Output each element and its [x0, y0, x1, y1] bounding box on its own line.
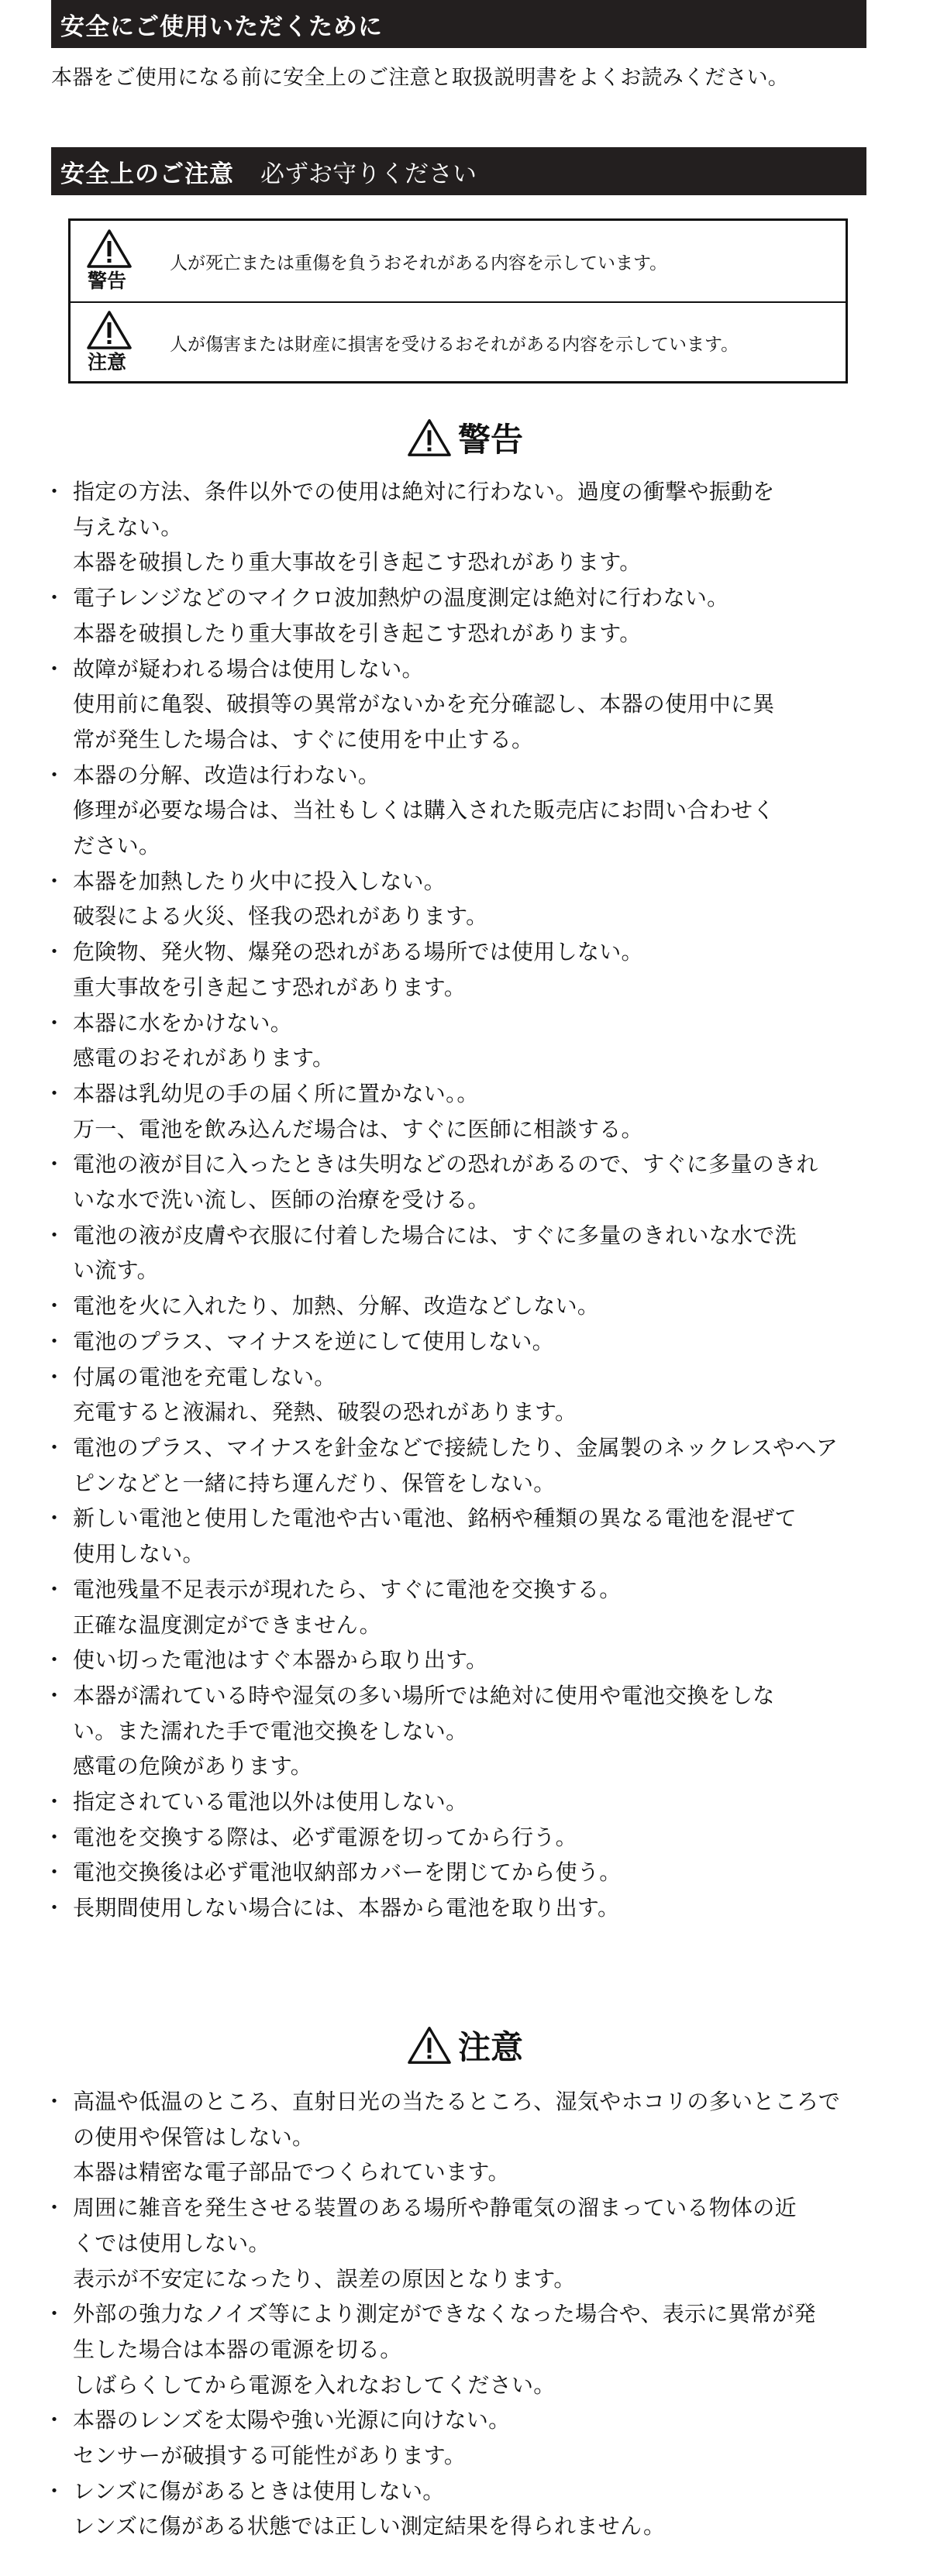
item-line: ・ 電池残量不足表示が現れたら、すぐに電池を交換する。 — [73, 1576, 622, 1602]
item-line: ピンなどと一緒に持ち運んだり、保管をしない。 — [73, 1470, 556, 1496]
item-line: 生した場合は本器の電源を切る。 — [73, 2336, 402, 2362]
list-item — [0, 1501, 798, 1571]
item-line: ・ 電子レンジなどのマイクロ波加熱炉の温度測定は絶対に行わない。 — [73, 585, 729, 611]
item-line: ・ 故障が疑われる場合は使用しない。 — [73, 655, 424, 682]
definition-label: 警告 — [88, 270, 127, 292]
item-line: ・ 外部の強力なノイズ等により測定ができなくなった場合や、表示に異常が発 — [73, 2301, 816, 2327]
item-line: 使用前に亀裂、破損等の異常がないかを充分確認し、本器の使用中に異 — [73, 691, 775, 717]
item-line: い。また濡れた手で電池交換をしない。 — [73, 1718, 468, 1744]
list-item — [0, 1360, 798, 1430]
item-line: ・ 電池を火に入れたり、加熱、分解、改造などしない。 — [73, 1293, 600, 1319]
list-item — [0, 1678, 798, 1784]
caution-heading — [0, 2022, 930, 2069]
item-line: ・ 長期間使用しない場合には、本器から電池を取り出す。 — [73, 1895, 620, 1921]
item-line: 与えない。 — [73, 514, 183, 540]
list-item — [0, 758, 798, 864]
definition-label: 注意 — [88, 351, 127, 373]
warning-heading-label: 警告 — [457, 421, 523, 459]
list-item — [0, 2296, 816, 2402]
item-line: い流す。 — [73, 1257, 159, 1284]
item-line: ・ 電池の液が皮膚や衣服に付着した場合には、すぐに多量のきれいな水で洗 — [73, 1222, 797, 1248]
list-item — [0, 1324, 798, 1360]
item-line: ・ レンズに傷があるときは使用しない。 — [73, 2478, 445, 2504]
item-line: くでは使用しない。 — [73, 2230, 270, 2256]
item-line: ・ 本器の分解、改造は行わない。 — [73, 762, 381, 788]
item-line: しばらくしてから電源を入れなおしてください。 — [73, 2371, 556, 2398]
item-line: 感電の危険があります。 — [73, 1753, 313, 1780]
item-line: 充電すると液漏れ、発熱、破裂の恐れがあります。 — [73, 1399, 577, 1426]
item-line: 正確な温度測定ができません。 — [73, 1611, 381, 1638]
item-line: 表示が不安定になったり、誤差の原因となります。 — [73, 2265, 576, 2292]
warning-heading — [0, 414, 930, 461]
item-line: ・ 本器は乳幼児の手の届く所に置かない。。 — [73, 1080, 479, 1106]
item-line: ・ 危険物、発火物、爆発の恐れがある場所では使用しない。 — [73, 939, 643, 965]
item-line: ・ 本器のレンズを太陽や強い光源に向けない。 — [73, 2407, 511, 2433]
item-line: 使用しない。 — [73, 1541, 205, 1567]
safety-title-bar — [51, 147, 866, 195]
item-line: ・ 本器に水をかけない。 — [73, 1009, 293, 1036]
safety-title: 安全上のご注意 — [60, 160, 234, 188]
list-item — [0, 1572, 798, 1642]
list-item — [0, 1430, 839, 1501]
caution-list — [0, 2084, 841, 2544]
item-line: 本器は精密な電子部品でつくられています。 — [73, 2159, 510, 2186]
list-item — [0, 1006, 798, 1076]
list-item — [0, 2190, 798, 2296]
caution-heading-label: 注意 — [457, 2028, 523, 2066]
definition-row-caution — [71, 302, 846, 383]
list-item — [0, 2084, 841, 2190]
warning-triangle-icon — [407, 2025, 452, 2065]
warning-triangle-icon — [86, 229, 133, 269]
list-item — [0, 2402, 798, 2473]
item-line: 常が発生した場合は、すぐに使用を中止する。 — [73, 726, 534, 752]
section-title: 安全にご使用いただくために — [60, 12, 383, 41]
item-line: の使用や保管はしない。 — [73, 2124, 315, 2150]
item-line: ・ 電池のプラス、マイナスを針金などで接続したり、金属製のネックレスやヘア — [73, 1434, 839, 1460]
list-item — [0, 1820, 798, 1855]
list-item — [0, 652, 798, 758]
item-line: レンズに傷がある状態では正しい測定結果を得られません。 — [73, 2513, 666, 2540]
item-line: ・ 指定されている電池以外は使用しない。 — [73, 1789, 468, 1815]
item-line: ・ 電池のプラス、マイナスを逆にして使用しない。 — [73, 1328, 554, 1354]
item-line: ・ 電池を交換する際は、必ず電源を切ってから行う。 — [73, 1824, 577, 1850]
item-line: ・ 本器が濡れている時や湿気の多い場所では絶対に使用や電池交換をしな — [73, 1682, 775, 1708]
list-item — [0, 1288, 798, 1324]
list-item — [0, 864, 798, 934]
list-item — [0, 1855, 798, 1890]
item-line: ・ 新しい電池と使用した電池や古い電池、銘柄や種類の異なる電池を混ぜて — [73, 1505, 797, 1532]
list-item — [0, 474, 798, 580]
list-item — [0, 2474, 798, 2544]
list-item — [0, 1218, 798, 1288]
safety-subtitle: 必ずお守りください — [260, 160, 477, 188]
item-line: ・ 指定の方法、条件以外での使用は絶対に行わない。過度の衝撃や振動を — [73, 479, 775, 504]
item-line: 本器を破損したり重大事故を引き起こす恐れがあります。 — [73, 549, 642, 576]
list-item — [0, 1147, 818, 1217]
section-title-bar — [51, 0, 866, 48]
warning-list — [0, 474, 839, 1926]
definition-box — [68, 218, 848, 383]
list-item — [0, 1076, 798, 1147]
item-line: 感電のおそれがあります。 — [73, 1045, 335, 1071]
item-line: 本器を破損したり重大事故を引き起こす恐れがあります。 — [73, 620, 642, 646]
item-line: 修理が必要な場合は、当社もしくは購入された販売店にお問い合わせく — [73, 797, 775, 824]
list-item — [0, 1784, 798, 1820]
list-item — [0, 580, 798, 651]
definition-row-warning — [71, 221, 846, 303]
warning-triangle-icon — [407, 418, 452, 458]
warning-triangle-icon — [86, 310, 133, 350]
definition-text: 人が傷害または財産に損害を受けるおそれがある内容を示しています。 — [170, 335, 739, 355]
item-line: センサーが破損する可能性があります。 — [73, 2443, 467, 2469]
definition-text: 人が死亡または重傷を負うおそれがある内容を示しています。 — [170, 253, 668, 273]
item-line: ・ 使い切った電池はすぐ本器から取り出す。 — [73, 1647, 488, 1673]
item-line: 破裂による火災、怪我の恐れがあります。 — [73, 903, 488, 930]
list-item — [0, 1890, 798, 1926]
intro-text: 本器をご使用になる前に安全上のご注意と取扱説明書をよくお読みください。 — [51, 66, 789, 90]
item-line: 重大事故を引き起こす恐れがあります。 — [73, 974, 467, 1000]
item-line: ・ 周囲に雑音を発生させる装置のある場所や静電気の溜まっている物体の近 — [73, 2195, 797, 2221]
list-item — [0, 934, 798, 1005]
item-line: ・ 本器を加熱したり火中に投入しない。 — [73, 868, 446, 894]
item-line: いな水で洗い流し、医師の治療を受ける。 — [73, 1187, 490, 1213]
list-item — [0, 1642, 798, 1678]
item-line: ださい。 — [73, 833, 161, 859]
item-line: ・ 電池の液が目に入ったときは失明などの恐れがあるので、すぐに多量のきれ — [73, 1151, 818, 1178]
item-line: ・ 高温や低温のところ、直射日光の当たるところ、湿気やホコリの多いところで — [73, 2089, 841, 2114]
item-line: ・ 電池交換後は必ず電池収納部カバーを閉じてから使う。 — [73, 1859, 622, 1886]
item-line: 万一、電池を飲み込んだ場合は、すぐに医師に相談する。 — [73, 1116, 643, 1142]
item-line: ・ 付属の電池を充電しない。 — [73, 1364, 336, 1390]
